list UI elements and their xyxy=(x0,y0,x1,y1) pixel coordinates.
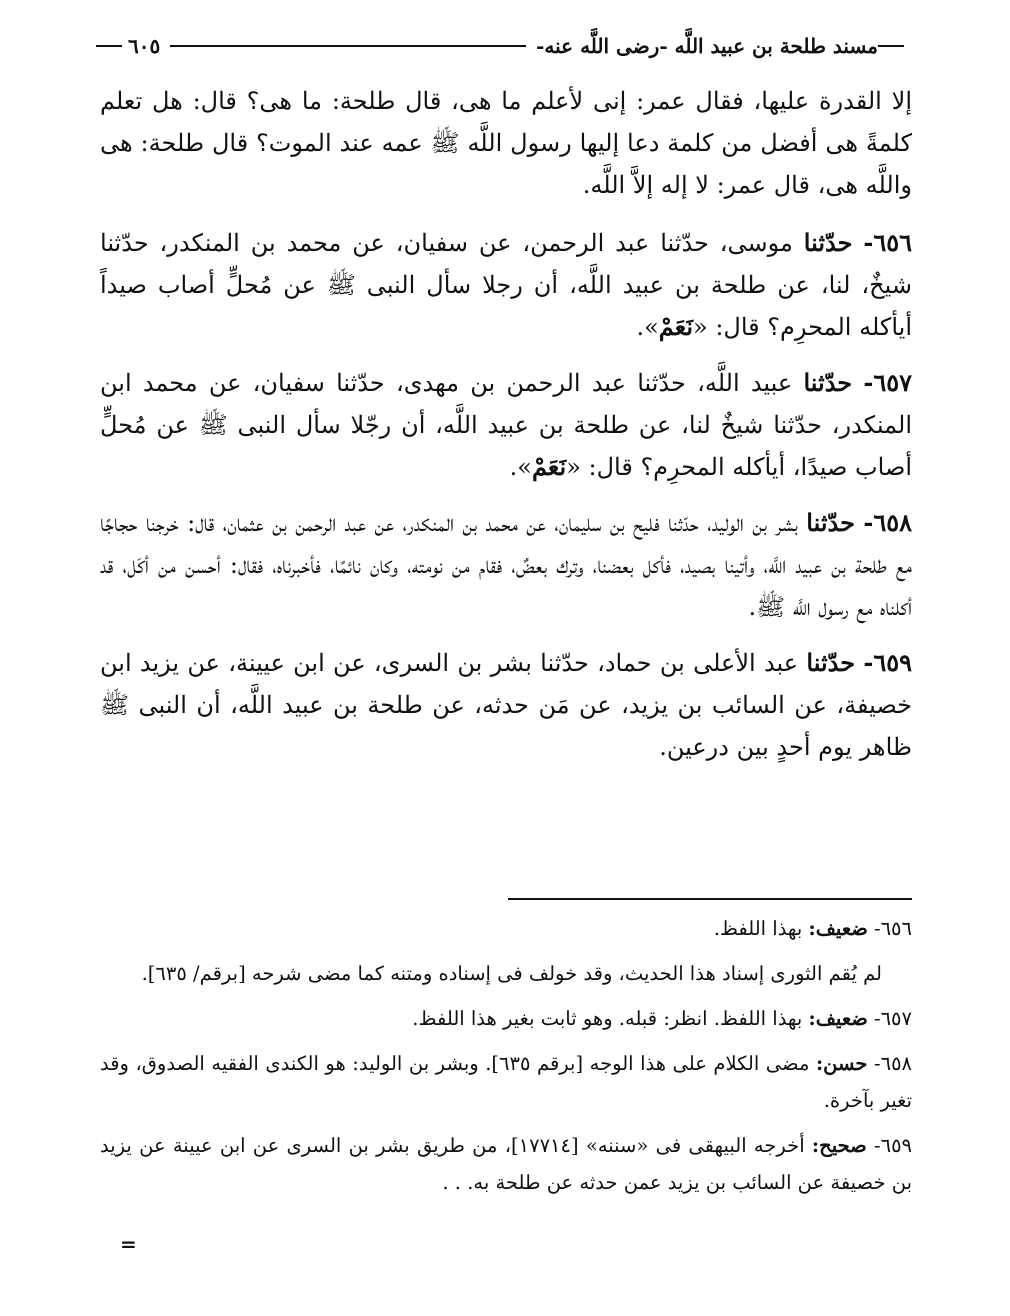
continuation-paragraph: إلا القدرة عليها، فقال عمر: إنى لأعلم ما هى، قال طلحة: ما هى؟ قال: هل تعلم كلمةً هى أفضل من كلمة دعا إليها رسول اللَّه ﷺ عمه عند الموت؟ قال طلحة: هى واللَّه هى، قال عمر: لا إله إلاَّ اللَّه. xyxy=(100,87,912,199)
footnote-656-detail: لم يُقم الثورى إسناد هذا الحديث، وقد خولف فى إسناده ومتنه كما مضى شرحه [برقم/ ٦٣٥]. xyxy=(141,962,882,985)
main-text xyxy=(100,80,912,782)
footnote-text: بهذا اللفظ. xyxy=(713,917,809,940)
answer-word: نَعَمْ xyxy=(531,452,567,481)
hadith-text-end: ». xyxy=(509,453,532,481)
footnote-659 xyxy=(100,1127,912,1201)
footnote-separator xyxy=(508,898,912,900)
haddathana-word: حدّثنا xyxy=(806,648,856,677)
hadith-text: بشر بن الوليد، حدّثنا فليح بن سليمان، عن محمد بن المنكدر، عن عبد الرحمن بن عثمان، قال: خرجنا حجاجًا مع طلحة بن عبيد اللَّه، وأتينا بصيد، فأكل بعضنا، وترك بعضٌ، فقام من نومته، وكان نائمًا، فأخبرناه، فقال: أحسن من أكَل، قد أكلناه مع رسول اللَّه ﷺ. xyxy=(100,509,912,621)
running-header xyxy=(96,28,910,64)
footnote-number: ٦٥٨- xyxy=(874,1052,913,1075)
footnote-text: أخرجه البيهقى فى «سننه» [١٧٧١٤]، من طريق بشر بن السرى عن ابن عيينة عن يزيد بن خصيفة عن السائب بن يزيد عمن حدثه عن طلحة به. . . xyxy=(100,1134,912,1194)
hadith-text: موسى، حدّثنا عبد الرحمن، عن سفيان، عن محمد بن المنكدر، حدّثنا شيخٌ، لنا، عن طلحة بن عبيد اللَّه، أن رجلا سأل النبى ﷺ عن مُحلٍّ أصاب صيداً أيأكله المحرِم؟ قال: « xyxy=(100,229,912,341)
footnote-grade: ضعيف: xyxy=(808,1007,868,1030)
continuation-mark: = xyxy=(120,1232,137,1256)
footnote-657 xyxy=(100,1000,912,1037)
footnote-grade: ضعيف: xyxy=(808,917,868,940)
header-trail-rule xyxy=(96,45,122,47)
header-title: مسند طلحة بن عبيد اللَّه -رضى اللَّه عنه- xyxy=(536,34,878,58)
haddathana-word: حدّثنا xyxy=(803,228,853,257)
hadith-text: عبد الأعلى بن حماد، حدّثنا بشر بن السرى، عن ابن عيينة، عن يزيد ابن خصيفة، عن السائب بن يزيد، عن مَن حدثه، عن طلحة بن عبيد اللَّه، أن النبى ﷺ ظاهر يوم أحدٍ بين درعين. xyxy=(100,649,913,761)
hadith-text-end: ». xyxy=(636,313,659,341)
hadith-658 xyxy=(100,502,912,628)
hadith-656 xyxy=(100,222,912,348)
footnote-number: ٦٥٦- xyxy=(873,917,912,940)
hadith-text: عبيد اللَّه، حدّثنا عبد الرحمن بن مهدى، حدّثنا سفيان، عن محمد ابن المنكدر، حدّثنا شيخٌ لنا، عن طلحة بن عبيد اللَّه، أن رجّلا سأل النبى ﷺ عن مُحلٍّ أصاب صيدًا، أيأكله المحرِم؟ قال: « xyxy=(100,369,913,481)
header-rule xyxy=(170,45,526,47)
footnotes xyxy=(100,910,912,1209)
hadith-659 xyxy=(100,642,912,768)
footnote-grade: صحيح: xyxy=(811,1134,867,1157)
hadith-number: ٦٥٦- xyxy=(863,228,912,257)
hadith-number: ٦٥٩- xyxy=(863,648,912,677)
footnote-text: مضى الكلام على هذا الوجه [برقم ٦٣٥]. وبشر بن الوليد: هو الكندى الفقيه الصدوق، وقد تغير بآخرة. xyxy=(100,1052,912,1112)
footnote-656 xyxy=(100,910,912,947)
haddathana-word: حدّثنا xyxy=(803,368,853,397)
footnote-grade: حسن: xyxy=(815,1052,868,1075)
hadith-number: ٦٥٨- xyxy=(863,508,912,537)
hadith-657 xyxy=(100,362,912,488)
footnote-658 xyxy=(100,1045,912,1119)
header-lead-rule xyxy=(878,45,904,47)
hadith-number: ٦٥٧- xyxy=(863,368,912,397)
answer-word: نَعَمْ xyxy=(658,312,694,341)
footnote-number: ٦٥٩- xyxy=(874,1134,913,1157)
footnote-number: ٦٥٧- xyxy=(873,1007,912,1030)
haddathana-word: حدّثنا xyxy=(806,508,855,537)
page-number: ٦٠٥ xyxy=(128,34,161,58)
footnote-text: بهذا اللفظ. انظر: قبله. وهو ثابت بغير هذا اللفظ. xyxy=(412,1007,809,1030)
